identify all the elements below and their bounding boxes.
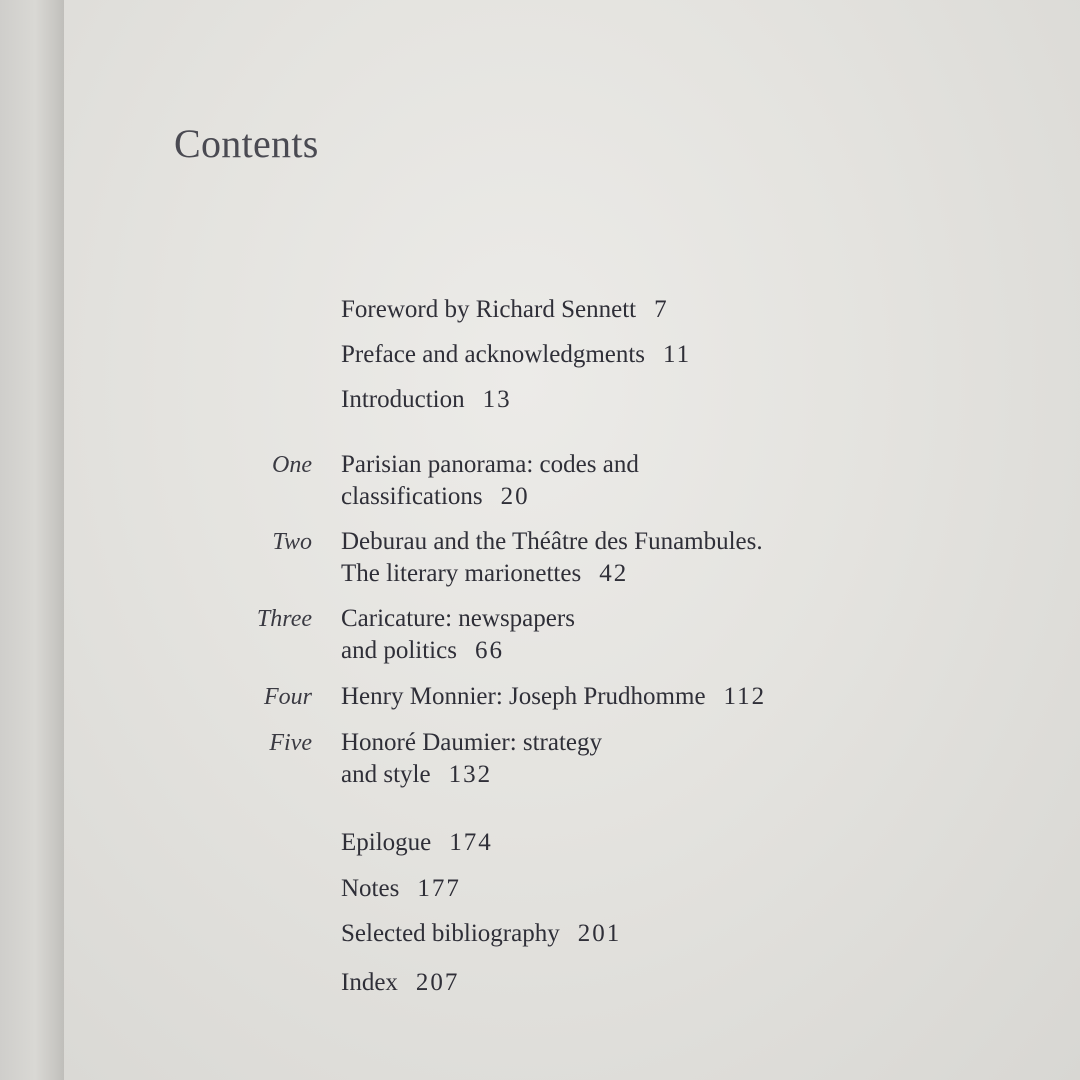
entry-page-number: 201 xyxy=(577,920,622,947)
entry-page-number: 112 xyxy=(723,683,767,710)
entry-page-number: 20 xyxy=(500,483,530,510)
entry-title: Selected bibliography xyxy=(341,920,560,947)
chapter-one-title-line2 xyxy=(341,481,530,513)
chapter-four-title xyxy=(341,681,766,713)
entry-page-number: 174 xyxy=(449,829,493,856)
toc-entry-index xyxy=(341,967,459,999)
chapter-label-five: Five xyxy=(269,730,312,756)
entry-title: The literary marionettes xyxy=(341,560,582,587)
chapter-label-three: Three xyxy=(256,606,312,632)
chapter-label-one: One xyxy=(272,452,312,478)
entry-title: Epilogue xyxy=(341,829,432,856)
entry-title: Notes xyxy=(341,875,400,902)
entry-page-number: 42 xyxy=(599,560,629,587)
entry-title: and politics xyxy=(341,637,457,664)
entry-title: Foreword by Richard Sennett xyxy=(341,296,637,323)
chapter-two-title-line2 xyxy=(341,558,628,590)
contents-heading: Contents xyxy=(174,121,319,166)
toc-entry-notes xyxy=(341,873,461,905)
toc-entry-preface xyxy=(341,339,691,371)
entry-page-number: 13 xyxy=(482,386,512,413)
toc-entry-bibliography xyxy=(341,918,621,950)
entry-page-number: 177 xyxy=(417,875,461,902)
entry-page-number: 7 xyxy=(654,296,669,323)
entry-page-number: 11 xyxy=(663,341,692,368)
entry-title: Preface and acknowledgments xyxy=(341,341,646,368)
chapter-five-title-line2 xyxy=(341,759,492,791)
entry-title: Henry Monnier: Joseph Prudhomme xyxy=(341,683,706,710)
chapter-three-title-line1: Caricature: newspapers xyxy=(341,605,575,632)
entry-title: Index xyxy=(341,969,398,996)
chapter-three-title-line2 xyxy=(341,635,504,667)
entry-title: Introduction xyxy=(341,386,465,413)
entry-title: classifications xyxy=(341,483,483,510)
entry-title: and style xyxy=(341,761,431,788)
chapter-five-title-line1: Honoré Daumier: strategy xyxy=(341,729,603,756)
entry-page-number: 207 xyxy=(415,969,460,996)
chapter-label-two: Two xyxy=(272,529,312,555)
toc-entry-foreword xyxy=(341,294,669,326)
entry-page-number: 66 xyxy=(474,637,504,664)
chapter-label-four: Four xyxy=(264,684,312,710)
chapter-one-title-line1: Parisian panorama: codes and xyxy=(341,451,639,478)
toc-entry-introduction xyxy=(341,384,512,416)
toc-entry-epilogue xyxy=(341,827,493,859)
entry-page-number: 132 xyxy=(448,761,493,788)
chapter-two-title-line1: Deburau and the Théâtre des Funambules. xyxy=(341,528,763,555)
